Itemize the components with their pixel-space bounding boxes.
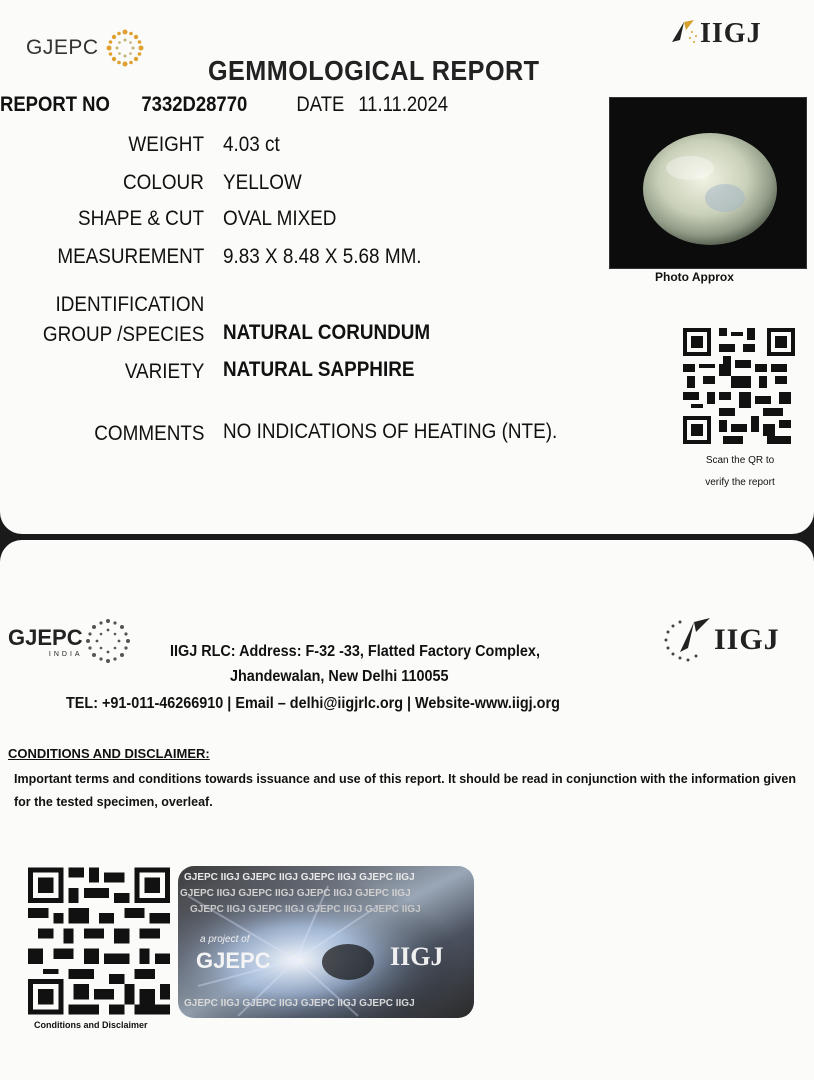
photo-caption: Photo Approx: [655, 270, 734, 284]
identification-label: IDENTIFICATION: [55, 293, 204, 316]
iigj-logo-back: [658, 612, 780, 668]
measurement-label: MEASUREMENT: [56, 245, 204, 268]
qr-caption-line1: Scan the QR to: [705, 455, 775, 466]
conditions-title: CONDITIONS AND DISCLAIMER:: [8, 746, 210, 761]
conditions-qr-caption: Conditions and Disclaimer: [34, 1020, 148, 1030]
conditions-qr-code[interactable]: [28, 866, 170, 1016]
date-value: 11.11.2024: [358, 93, 449, 116]
gjepc-logo-back: [8, 616, 133, 666]
date-label: DATE: [296, 93, 345, 116]
report-title: GEMMOLOGICAL REPORT: [208, 55, 540, 86]
gjepc-logo-back-text: GJEPC: [8, 624, 83, 650]
weight-label: WEIGHT: [128, 133, 204, 156]
hologram-gjepc-text: GJEPC: [196, 948, 271, 973]
sunburst-icon: [83, 616, 133, 666]
colour-value: YELLOW: [223, 171, 302, 194]
weight-value: 4.03 ct: [223, 133, 280, 156]
verification-qr-code[interactable]: [683, 327, 795, 445]
iigj-emblem-icon: [670, 16, 700, 52]
gjepc-logo: [26, 26, 147, 70]
report-front-card: [0, 0, 814, 534]
measurement-value: 9.83 X 8.48 X 5.68 MM.: [223, 245, 422, 268]
shape-cut-label: SHAPE & CUT: [77, 207, 204, 230]
variety-label: VARIETY: [124, 360, 204, 383]
variety-value: NATURAL SAPPHIRE: [223, 358, 415, 381]
hologram-repeat-text-4: GJEPC IIGJ GJEPC IIGJ GJEPC IIGJ GJEPC IIGJ: [184, 998, 415, 1009]
gemstone-icon: [610, 98, 806, 268]
address-line-1: IIGJ RLC: Address: F-32 -33, Flatted Factory Complex,: [170, 643, 540, 660]
gjepc-logo-text: GJEPC: [26, 36, 99, 59]
report-number-row: [0, 93, 448, 117]
iigj-logo-text: IIGJ: [700, 18, 762, 49]
security-hologram: [178, 866, 474, 1018]
colour-label: COLOUR: [123, 171, 204, 194]
shape-cut-value: OVAL MIXED: [223, 207, 337, 230]
hologram-project-text: a project of: [200, 934, 250, 945]
hologram-repeat-text-1: GJEPC IIGJ GJEPC IIGJ GJEPC IIGJ GJEPC IIGJ: [184, 872, 415, 883]
iigj-logo-back-text: IIGJ: [714, 623, 780, 656]
hologram-repeat-text-3: GJEPC IIGJ GJEPC IIGJ GJEPC IIGJ GJEPC IIGJ: [190, 904, 421, 915]
iigj-logo: [670, 16, 762, 52]
report-no-label: REPORT NO: [0, 93, 110, 116]
comments-value: NO INDICATIONS OF HEATING (NTE).: [223, 420, 558, 443]
gemstone-photo: [609, 97, 807, 269]
report-no-value: 7332D28770: [141, 93, 248, 116]
qr-caption: [680, 450, 800, 494]
group-species-label: GROUP /SPECIES: [42, 323, 204, 346]
iigj-emblem-icon: [658, 612, 714, 668]
contact-line: TEL: +91-011-46266910 | Email – delhi@iigjrlc.org | Website-www.iigj.org: [66, 695, 560, 712]
sunburst-icon: [103, 26, 147, 70]
address-line-2: Jhandewalan, New Delhi 110055: [230, 668, 449, 685]
qr-caption-line2: verify the report: [705, 477, 775, 488]
hologram-iigj-text: IIGJ: [390, 942, 444, 971]
comments-label: COMMENTS: [93, 422, 204, 445]
gjepc-logo-back-subtext: INDIA: [48, 650, 83, 658]
conditions-text: Important terms and conditions towards issuance and use of this report. It should be read in conjunction with the information given for the tested specimen, overleaf.: [14, 772, 797, 809]
hologram-repeat-text-2: GJEPC IIGJ GJEPC IIGJ GJEPC IIGJ GJEPC IIGJ: [180, 888, 411, 899]
group-species-value: NATURAL CORUNDUM: [223, 321, 431, 344]
